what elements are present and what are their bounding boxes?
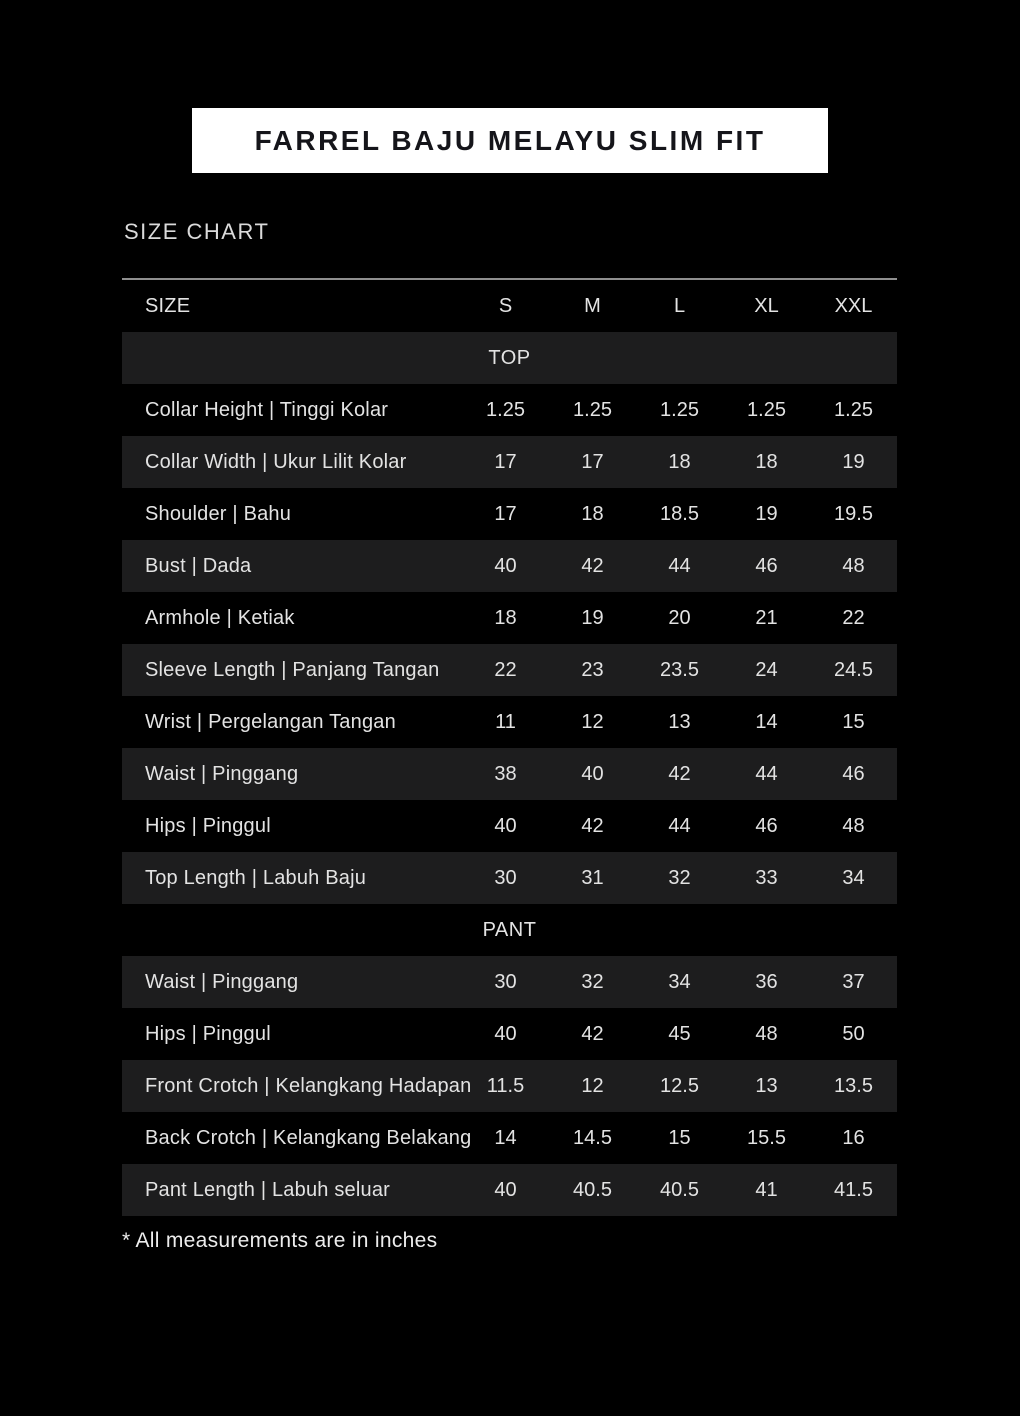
row-label: Hips | Pinggul: [145, 814, 271, 837]
section-header-row-pant: [122, 904, 897, 956]
size-chart-heading: SIZE CHART: [124, 219, 270, 244]
cell-value: 15.5: [747, 1126, 786, 1149]
cell-value: 44: [668, 814, 691, 837]
row-label: Pant Length | Labuh seluar: [145, 1178, 391, 1201]
cell-value: 44: [755, 762, 778, 785]
cell-value: 45: [668, 1022, 691, 1045]
row-label: Waist | Pinggang: [145, 762, 299, 785]
cell-value: 20: [668, 606, 691, 629]
cell-value: 1.25: [747, 398, 786, 421]
cell-value: 37: [842, 970, 865, 993]
cell-value: 18: [755, 450, 778, 473]
cell-value: 11: [495, 710, 516, 733]
row-label: Armhole | Ketiak: [145, 606, 295, 629]
row-label: Collar Height | Tinggi Kolar: [145, 398, 389, 421]
cell-value: 48: [842, 554, 865, 577]
cell-value: 19: [755, 502, 778, 525]
cell-value: 41: [755, 1178, 778, 1201]
product-title: FARREL BAJU MELAYU SLIM FIT: [254, 124, 766, 156]
cell-value: 13: [755, 1074, 778, 1097]
cell-value: 23.5: [660, 658, 699, 681]
row-label: Hips | Pinggul: [145, 1022, 271, 1045]
cell-value: 40: [494, 554, 517, 577]
cell-value: 40.5: [573, 1178, 612, 1201]
table-row: [122, 384, 897, 436]
cell-value: 23: [581, 658, 604, 681]
cell-value: 18: [581, 502, 604, 525]
cell-value: 46: [842, 762, 865, 785]
table-row: [122, 1008, 897, 1060]
cell-value: 40: [494, 1178, 517, 1201]
cell-value: 13.5: [834, 1074, 873, 1097]
cell-value: 18: [494, 606, 517, 629]
cell-value: 17: [494, 450, 517, 473]
table-row: [122, 956, 897, 1008]
table-row: [122, 748, 897, 800]
cell-value: 14.5: [573, 1126, 612, 1149]
cell-value: 36: [755, 970, 778, 993]
cell-value: 1.25: [486, 398, 525, 421]
cell-value: 18.5: [660, 502, 699, 525]
cell-value: 32: [581, 970, 604, 993]
cell-value: 13: [668, 710, 691, 733]
cell-value: 22: [494, 658, 517, 681]
cell-value: 16: [842, 1126, 865, 1149]
section-header-row-top: [122, 332, 897, 384]
table-row: [122, 436, 897, 488]
cell-value: 24: [755, 658, 778, 681]
cell-value: 33: [755, 866, 778, 889]
cell-value: 46: [755, 814, 778, 837]
row-label: Wrist | Pergelangan Tangan: [145, 710, 396, 733]
table-row: [122, 1060, 897, 1112]
size-chart-header-row: [122, 280, 897, 332]
column-header-size: SIZE: [145, 294, 191, 317]
table-row: [122, 592, 897, 644]
cell-value: 15: [668, 1126, 691, 1149]
row-label: Front Crotch | Kelangkang Hadapan: [145, 1074, 472, 1097]
cell-value: 38: [494, 762, 517, 785]
cell-value: 30: [494, 866, 517, 889]
measurements-footnote: * All measurements are in inches: [122, 1229, 438, 1252]
cell-value: 12: [581, 710, 604, 733]
cell-value: 1.25: [660, 398, 699, 421]
cell-value: 40: [581, 762, 604, 785]
cell-value: 12: [581, 1074, 604, 1097]
table-row: [122, 644, 897, 696]
cell-value: 42: [581, 814, 604, 837]
table-row: [122, 1164, 897, 1216]
row-label: Back Crotch | Kelangkang Belakang: [145, 1126, 472, 1149]
cell-value: 11.5: [486, 1074, 525, 1097]
row-label: Collar Width | Ukur Lilit Kolar: [145, 450, 407, 473]
cell-value: 34: [668, 970, 691, 993]
table-row: [122, 852, 897, 904]
cell-value: 41.5: [834, 1178, 873, 1201]
cell-value: 30: [494, 970, 517, 993]
cell-value: 40.5: [660, 1178, 699, 1201]
cell-value: 40: [494, 1022, 517, 1045]
cell-value: 24.5: [834, 658, 873, 681]
row-label: Sleeve Length | Panjang Tangan: [145, 658, 440, 681]
table-row: [122, 800, 897, 852]
title-banner: [192, 108, 828, 173]
cell-value: 17: [494, 502, 517, 525]
row-label: Waist | Pinggang: [145, 970, 299, 993]
cell-value: 42: [581, 554, 604, 577]
cell-value: 50: [842, 1022, 865, 1045]
table-row: [122, 1112, 897, 1164]
cell-value: 19: [842, 450, 865, 473]
cell-value: 1.25: [573, 398, 612, 421]
cell-value: 34: [842, 866, 865, 889]
size-chart-table: [122, 278, 897, 1216]
cell-value: 40: [494, 814, 517, 837]
table-row: [122, 696, 897, 748]
cell-value: 42: [581, 1022, 604, 1045]
cell-value: 44: [668, 554, 691, 577]
column-header-xxl: XXL: [834, 294, 873, 317]
section-title: TOP: [488, 346, 531, 369]
column-header-m: M: [584, 294, 601, 317]
cell-value: 15: [842, 710, 865, 733]
cell-value: 48: [755, 1022, 778, 1045]
section-title: PANT: [482, 918, 537, 941]
table-row: [122, 540, 897, 592]
cell-value: 46: [755, 554, 778, 577]
cell-value: 22: [842, 606, 865, 629]
cell-value: 32: [668, 866, 691, 889]
row-label: Top Length | Labuh Baju: [145, 866, 367, 889]
column-header-xl: XL: [754, 294, 779, 317]
cell-value: 14: [755, 710, 778, 733]
cell-value: 48: [842, 814, 865, 837]
cell-value: 19.5: [834, 502, 873, 525]
row-label: Shoulder | Bahu: [145, 502, 292, 525]
cell-value: 17: [581, 450, 604, 473]
cell-value: 19: [581, 606, 604, 629]
cell-value: 31: [581, 866, 604, 889]
cell-value: 1.25: [834, 398, 873, 421]
cell-value: 42: [668, 762, 691, 785]
cell-value: 18: [668, 450, 691, 473]
cell-value: 12.5: [660, 1074, 699, 1097]
cell-value: 21: [755, 606, 778, 629]
table-row: [122, 488, 897, 540]
column-header-l: L: [673, 294, 686, 317]
row-label: Bust | Dada: [145, 554, 252, 577]
column-header-s: S: [498, 294, 513, 317]
cell-value: 14: [494, 1126, 517, 1149]
